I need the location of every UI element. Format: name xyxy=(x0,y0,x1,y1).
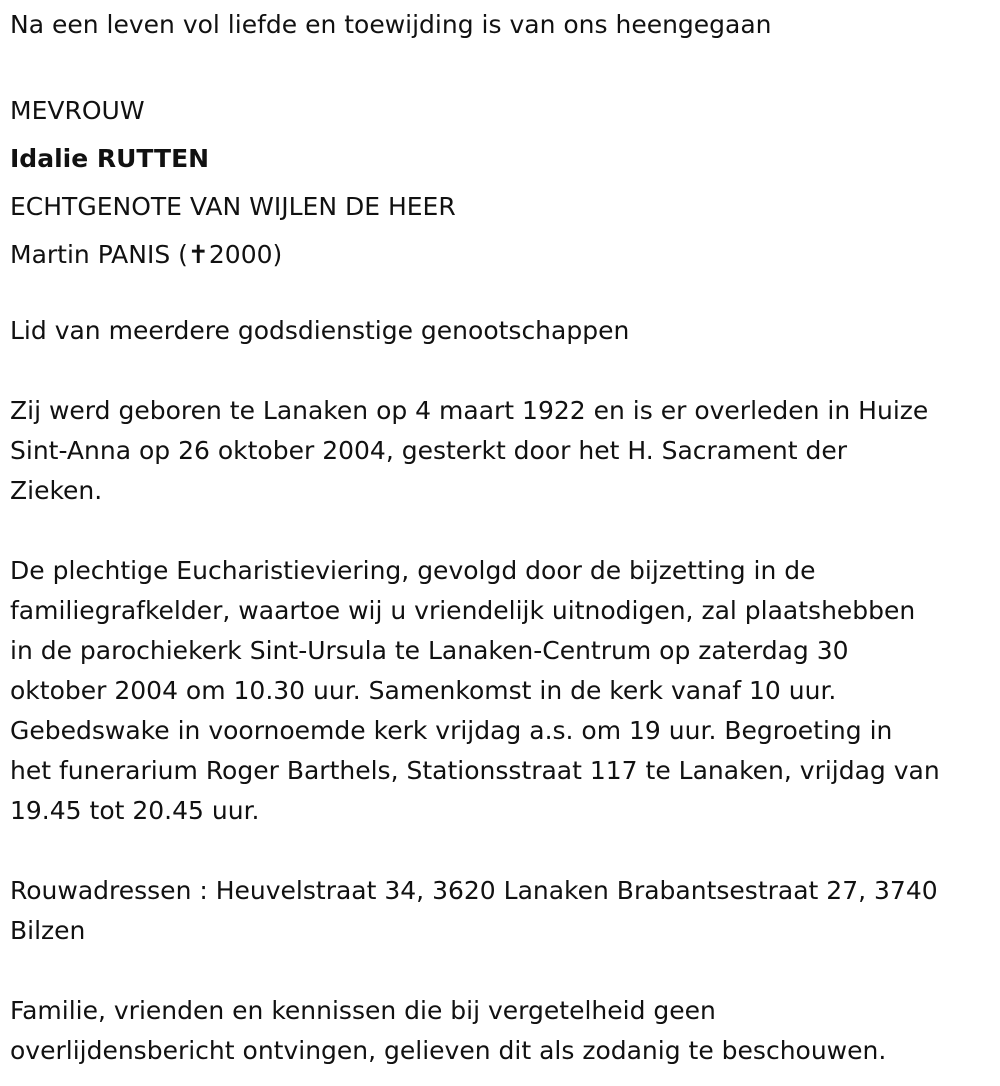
spacer xyxy=(10,511,995,551)
spacer xyxy=(10,279,995,311)
deceased-name: Idalie RUTTEN xyxy=(10,144,210,173)
paragraph-line: De plechtige Eucharistieviering, gevolgd door de bijzetting in de xyxy=(10,556,816,585)
paragraph-line: overlijdensbericht ontvingen, gelieven dit als zodanig te beschouwen. xyxy=(10,1036,887,1065)
paragraph-line: Rouwadressen : Heuvelstraat 34, 3620 Lanaken Brabantsestraat 27, 3740 xyxy=(10,876,938,905)
paragraph-line: Gebedswake in voornoemde kerk vrijdag a.s. om 19 uur. Begroeting in xyxy=(10,716,893,745)
spacer xyxy=(10,45,995,87)
spouse-name: Martin PANIS (✝2000) xyxy=(10,240,283,269)
paragraph-line: Zieken. xyxy=(10,476,103,505)
spacer xyxy=(10,951,995,991)
paragraph-line: Zij werd geboren te Lanaken op 4 maart 1922 en is er overleden in Huize xyxy=(10,396,929,425)
paragraph-line: het funerarium Roger Barthels, Stationsstraat 117 te Lanaken, vrijdag van xyxy=(10,756,940,785)
spacer xyxy=(10,351,995,391)
closing-paragraph xyxy=(10,991,995,1071)
paragraph-line: oktober 2004 om 10.30 uur. Samenkomst in de kerk vanaf 10 uur. xyxy=(10,676,837,705)
paragraph-line: 19.45 tot 20.45 uur. xyxy=(10,796,260,825)
birth-death-paragraph xyxy=(10,391,995,511)
ceremony-paragraph xyxy=(10,551,995,831)
paragraph-line: familiegrafkelder, waartoe wij u vriendelijk uitnodigen, zal plaatshebben xyxy=(10,596,916,625)
obituary-notice xyxy=(10,0,995,1071)
membership-text: Lid van meerdere godsdienstige genootschappen xyxy=(10,316,630,345)
paragraph-line: Bilzen xyxy=(10,916,86,945)
spacer xyxy=(10,831,995,871)
paragraph-line: Familie, vrienden en kennissen die bij vergetelheid geen xyxy=(10,996,716,1025)
intro-text: Na een leven vol liefde en toewijding is van ons heengegaan xyxy=(10,10,772,39)
paragraph-line: Sint-Anna op 26 oktober 2004, gesterkt door het H. Sacrament der xyxy=(10,436,847,465)
addresses-paragraph xyxy=(10,871,995,951)
honorific-title: MEVROUW xyxy=(10,96,145,125)
paragraph-line: in de parochiekerk Sint-Ursula te Lanaken-Centrum op zaterdag 30 xyxy=(10,636,849,665)
spouse-title: ECHTGENOTE VAN WIJLEN DE HEER xyxy=(10,192,456,221)
